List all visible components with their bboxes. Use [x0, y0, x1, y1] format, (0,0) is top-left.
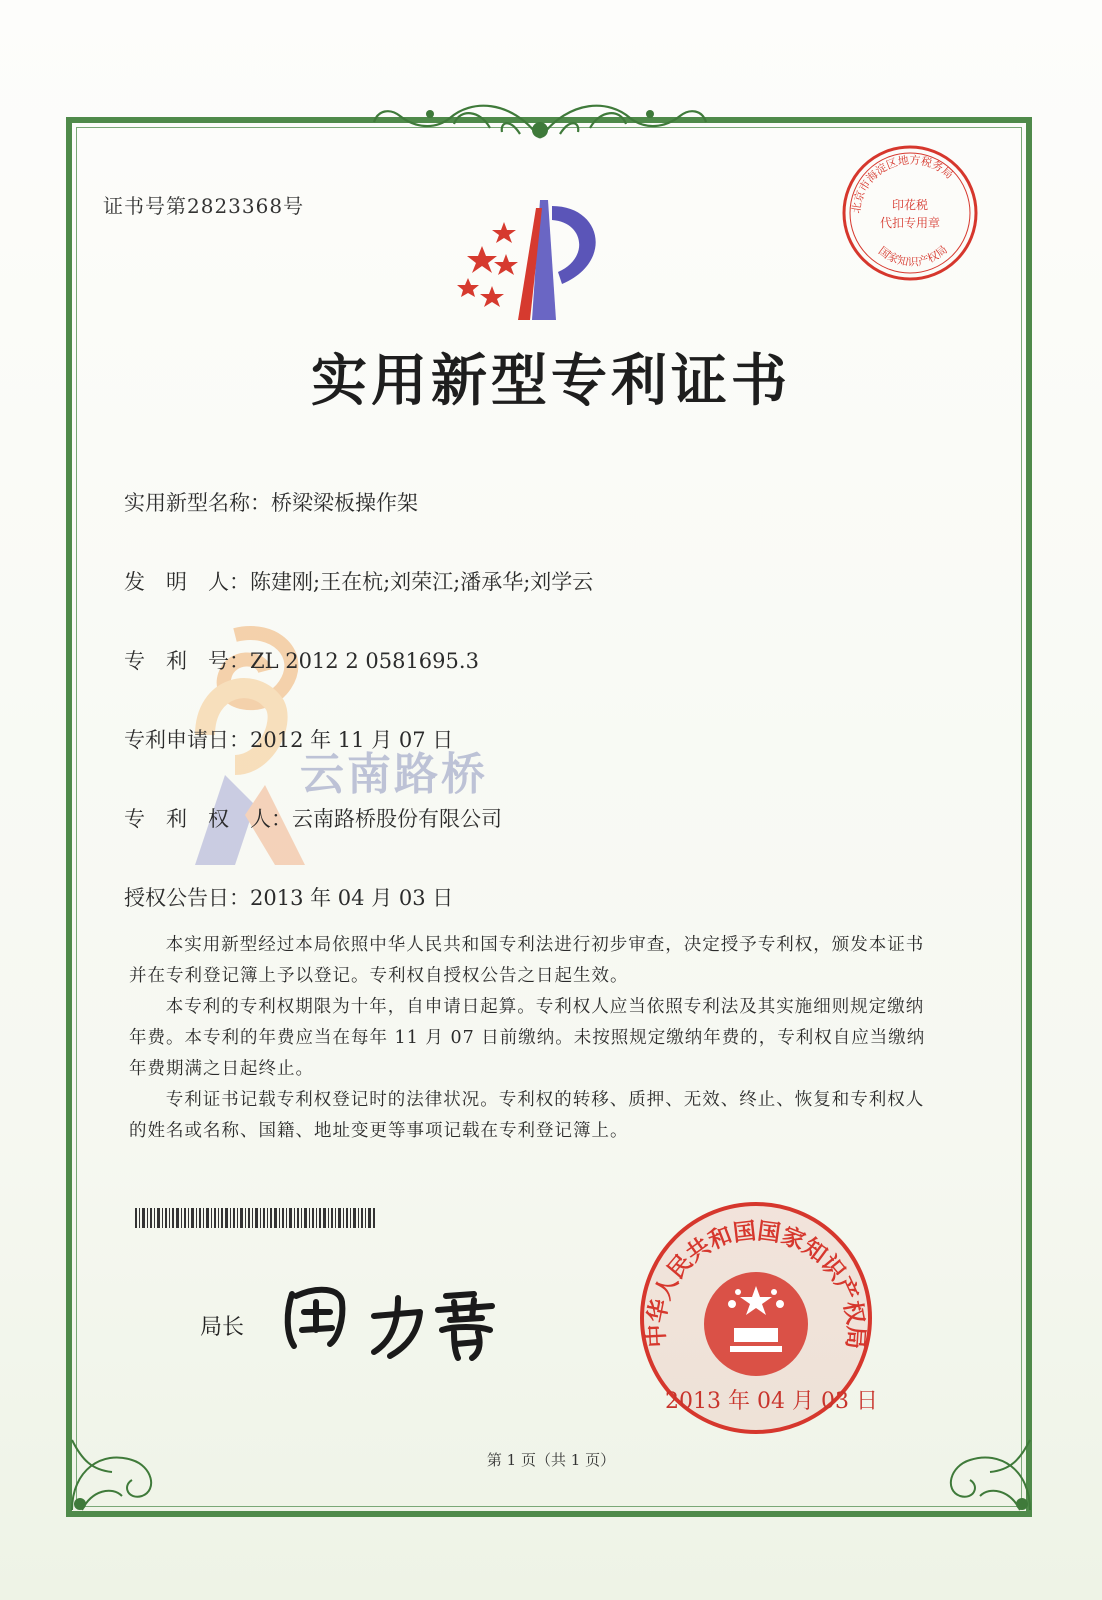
utility-model-name-label: 实用新型名称： [124, 491, 271, 515]
grant-date-field [124, 882, 453, 912]
certificate-title: 实用新型专利证书 [311, 349, 791, 414]
barcode-icon [135, 1208, 375, 1228]
seal-small-bottom-text: 国家知识产权局 [876, 243, 950, 269]
patent-holder-field [124, 803, 502, 833]
utility-model-name-field [124, 487, 418, 517]
top-ornament-icon [370, 88, 710, 150]
seal-big-arc-text: 中华人民共和国国家知识产权局 [643, 1218, 869, 1350]
grant-date-value: 2013 年 04 月 03 日 [250, 886, 454, 910]
inventor-label: 发 明 人： [124, 570, 250, 594]
patent-holder-value: 云南路桥股份有限公司 [292, 807, 502, 831]
patent-number-label: 专 利 号： [124, 649, 250, 673]
filing-date-label: 专利申请日： [124, 728, 250, 752]
filing-date-value: 2012 年 11 月 07 日 [250, 728, 454, 752]
patent-office-logo-icon [452, 192, 622, 328]
inventor-field [124, 566, 593, 596]
patent-holder-label: 专 利 权 人： [124, 807, 292, 831]
director-signature [278, 1272, 508, 1362]
body-paragraph: 本实用新型经过本局依照中华人民共和国专利法进行初步审查，决定授予专利权，颁发本证书并在专利登记簿上予以登记。专利权自授权公告之日起生效。 [129, 935, 925, 986]
filing-date-field [124, 724, 453, 754]
seal-small-line-2: 代扣专用章 [879, 216, 941, 230]
seal-date: 2013 年 04 月 03 日 [665, 1389, 878, 1414]
svg-text:国家知识产权局 [876, 243, 950, 269]
seal-small-line-1: 印花税 [891, 198, 929, 212]
seal-small-arc-text: 北京市海淀区地方税务局 [849, 153, 956, 215]
certificate-body-text [129, 930, 929, 1147]
patent-number-field [124, 645, 479, 675]
utility-model-name-value: 桥梁梁板操作架 [271, 491, 418, 515]
director-label: 局长 [200, 1315, 245, 1340]
patent-number-value: ZL 2012 2 0581695.3 [250, 649, 479, 673]
body-paragraph: 专利证书记载专利权登记时的法律状况。专利权的转移、质押、无效、终止、恢复和专利权人的姓名或名称、国籍、地址变更等事项记载在专利登记簿上。 [129, 1090, 925, 1141]
inventor-value: 陈建刚;王在杭;刘荣江;潘承华;刘学云 [250, 570, 594, 594]
watermark-text: 云南路桥 [300, 749, 488, 800]
grant-date-label: 授权公告日： [124, 886, 250, 910]
body-paragraph: 本专利的专利权期限为十年，自申请日起算。专利权人应当依照专利法及其实施细则规定缴纳年费。本专利的年费应当在每年 11 月 07 日前缴纳。未按照规定缴纳年费的，专利权自应当缴纳年费期满之日起终止。 [129, 997, 926, 1079]
certificate-number: 证书号第2823368号 [103, 194, 305, 218]
page-footer: 第 1 页（共 1 页） [486, 1451, 616, 1469]
tax-stamp-seal [840, 143, 980, 283]
